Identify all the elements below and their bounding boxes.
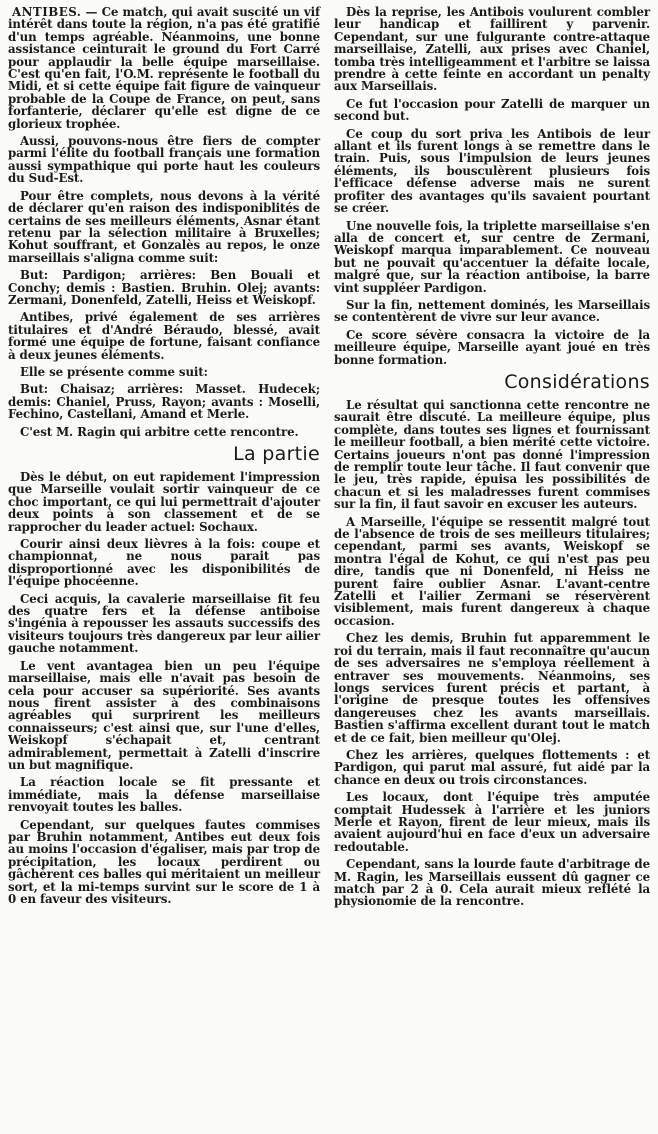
partie-paragraph: Ceci acquis, la cavalerie marseillaise fit feu des quatre fers et la défense antiboise s'ingénia à repousser les assauts successifs des visiteurs toujours très dangereux par leur ailier gauche notamment. — [8, 591, 320, 656]
intro-text: — Ce match, qui avait suscité un vif intérêt dans toute la région, n'a pas été gratifié d'un temps agréable. Néanmoins, une bonne assistance ceinturait le ground du Fort Carré pour applaudir la belle équipe marseillaise. C'est qu'en fait, l'O.M. représente le football du Midi, et si cette équipe fait figure de vainqueur probable de la Coupe de France, on peut, sans forfanterie, déclarer qu'elle est digne de ce glorieux trophée. — [8, 5, 320, 131]
considerations-paragraph: Chez les demis, Bruhin fut apparemment le roi du terrain, mais il faut reconnaître qu'aucun de ses adversaires ne s'employa réellement à entraver ses mouvements. Néanmoins, ses longs services furent précis et partant, à l'origine de presque toutes les offensives dangereuses chez les avants marseillais. Bastien s'affirma excellent durant tout le match et de ce fait, bien meilleur qu'Olej. — [334, 631, 650, 745]
lineup-marseille: But: Pardigon; arrières: Ben Bouali et Conchy; demis : Bastien. Bruhin. Olej; avants: Zermani, Donenfeld, Zatelli, Heiss et Weiskopf. — [8, 268, 320, 307]
reprise-paragraph: Sur la fin, nettement dominés, les Marseillais se contentèrent de vivre sur leur avance. — [334, 297, 650, 325]
lineup-antibes: But: Chaisaz; arrières: Masset. Hudecek; demis: Chaniel, Pruss, Rayon; avants : Moselli, Fechino, Castellani, Amand et Merle. — [8, 382, 320, 422]
considerations-paragraph: Cependant, sans la lourde faute d'arbitrage de M. Ragin, les Marseillais eussent dû gagner ce match par 2 à 0. Cela aurait mieux reflété la physionomie de la rencontre. — [334, 857, 650, 909]
section-heading-considerations: Considérations — [504, 370, 650, 393]
section-heading-la-partie: La partie — [233, 443, 320, 465]
dateline: ANTIBES. — [12, 5, 82, 19]
considerations-paragraph: Les locaux, dont l'équipe très amputée comptait Hudessek à l'arrière et les juniors Merle et Rayon, firent de leur mieux, mais ils avaient aujourd'hui en face d'eux un adversaire redoutable. — [334, 790, 650, 854]
considerations-paragraph: Le résultat qui sanctionna cette rencontre ne saurait être discuté. La meilleure équipe, plus complète, dans toutes ses lignes et fournissant le meilleur football, a bien mérité cette victoire. Certains joueurs n'ont pas donné l'impression de remplir toute leur tâche. Il faut convenir que le jeu, très rapide, épuisa les possibilités de chacun et si les maladresses furent commises sur la fin, il faut savoir en excuser les auteurs. — [334, 397, 650, 512]
intro-paragraph: Elle se présente comme suit: — [20, 364, 208, 379]
partie-paragraph: La réaction locale se fit pressante et immédiate, mais la défense marseillaise renvoyait toutes les balles. — [8, 775, 320, 815]
referee-paragraph: C'est M. Ragin qui arbitre cette rencontre. — [20, 424, 299, 439]
reprise-paragraph: Ce fut l'occasion pour Zatelli de marquer un second but. — [334, 96, 650, 124]
considerations-paragraph: Chez les arrières, quelques flottements : et Pardigon, qui parut mal assuré, fut aidé par la chance en deux ou trois circonstances. — [334, 747, 650, 787]
intro-paragraph: Pour être complets, nous devons à la vérité de déclarer qu'en raison des indisponiblités de certains de ses meilleurs éléments, Asnar étant retenu par la sélection militaire à Bruxelles; Kohut souffrant, et Gonzalès au repos, le onze marseillais s'aligna comme suit: — [8, 188, 320, 265]
considerations-paragraph: A Marseille, l'équipe se ressentit malgré tout de l'absence de trois de ses meilleurs titulaires; cependant, parmi ses avants, Weiskopf se montra l'égal de Kohut, ce qui n'est pas peu dire, tandis que ni Donenfeld, ni Heiss ne purent faire oublier Asnar. L'avant-centre Zatelli et l'ailier Zermani se réservèrent visiblement, mais furent dangereux à chaque occasion. — [334, 514, 650, 628]
left-column — [8, 6, 320, 910]
intro-paragraph — [8, 6, 320, 130]
reprise-paragraph: Ce score sévère consacra la victoire de la meilleure équipe, Marseille ayant joué en très bonne formation. — [334, 327, 650, 367]
intro-paragraph: Aussi, pouvons-nous être fiers de compter parmi l'élite du football français une formation aussi sympathique qui porte haut les couleurs du Sud-Est. — [8, 134, 320, 186]
partie-paragraph: Cependant, sur quelques fautes commises par Bruhin notamment, Antibes eut deux fois au moins l'occasion d'égaliser, mais par trop de précipitation, les locaux perdirent ou gâchèrent ces balles qui méritaient un meilleur sort, et la mi-temps survint sur le score de 1 à 0 en faveur des visiteurs. — [8, 817, 320, 906]
reprise-paragraph: Une nouvelle fois, la triplette marseillaise s'en alla de concert et, sur centre de Zermani, Weiskopf marqua imparablement. Ce nouveau but ne pouvait qu'accentuer la défaite locale, malgré que, sur la réaction antiboise, la barre vint suppléer Pardigon. — [334, 218, 650, 295]
intro-paragraph: Antibes, privé également de ses arrières titulaires et d'André Béraudo, blessé, avait formé une équipe de fortune, faisant confiance à deux jeunes éléments. — [8, 310, 320, 362]
partie-paragraph: Courir ainsi deux lièvres à la fois: coupe et championnat, ne nous parait pas disproportionné avec les disponibilités de l'équipe phocéenne. — [8, 537, 320, 589]
partie-paragraph: Le vent avantagea bien un peu l'équipe marseillaise, mais elle n'avait pas besoin de cela pour accuser sa supériorité. Ses avants nous firent assister à des combinaisons agréables qui surprirent les meilleurs connaisseurs; c'est ainsi que, sur l'une d'elles, Weiskopf s'échapait et, centrant admirablement, permettait à Zatelli d'inscrire un but magnifique. — [8, 658, 320, 772]
partie-paragraph: Dès le début, on eut rapidement l'impression que Marseille voulait sortir vainqueur de ce choc important, ce qui lui permettrait d'ajouter deux points à son classement et de se rapprocher du leader actuel: Sochaux. — [8, 470, 320, 534]
reprise-paragraph: Dès la reprise, les Antibois voulurent combler leur handicap et faillirent y parvenir. Cependant, sur une fulgurante contre-attaque marseillaise, Zatelli, aux prises avec Chaniel, tomba très intelligeamment et l'arbitre se laissa prendre à cette feinte en accordant un penalty aux Marseillais. — [334, 5, 650, 94]
reprise-paragraph: Ce coup du sort priva les Antibois de leur allant et ils furent longs à se remettre dans le train. Puis, sous l'impulsion de leurs jeunes éléments, ils bousculèrent plusieurs fois l'efficace défense adverse mais ne surent profiter des avantages qu'ils savaient pourtant se créer. — [334, 126, 650, 216]
right-column — [334, 6, 650, 913]
